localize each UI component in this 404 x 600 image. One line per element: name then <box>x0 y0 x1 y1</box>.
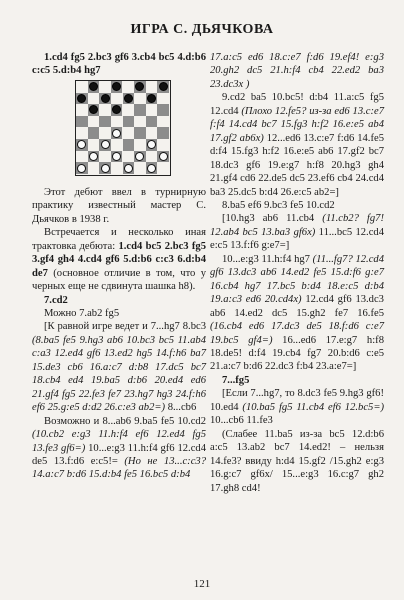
board-square <box>146 104 158 116</box>
board-square <box>157 116 169 128</box>
right-column <box>210 51 384 495</box>
board-square <box>88 127 100 139</box>
board-square <box>88 139 100 151</box>
white-checker <box>159 152 168 161</box>
board-square <box>123 81 135 93</box>
black-checker <box>101 94 110 103</box>
left-column <box>32 51 206 482</box>
board-square <box>134 127 146 139</box>
board-square <box>76 104 88 116</box>
board-square <box>99 151 111 163</box>
board-square <box>134 93 146 105</box>
board-square <box>76 116 88 128</box>
board-square <box>134 104 146 116</box>
black-checker <box>159 82 168 91</box>
board-square <box>88 116 100 128</box>
board-square <box>99 116 111 128</box>
board-square <box>111 116 123 128</box>
move-heading-7cd2: 7.cd2 <box>44 294 68 306</box>
variation-hg7: [К равной игре ведет и 7...hg7 8.bc3 (8.ba5 fe5 9.hg3 ab6 10.bc3 bc5 11.ab4 c:a3 12.ed4 gf6 13.ed2 hg5 14.f:h6 ba7 15.de3 cb6 16.a:c7 d:b8 17.dc5 bc7 18.cb4 ed4 19.ba5 d:b6 20.ed4 ed6 21.gf4 fg5 22.fe3 fe7 23.hg7 hg3 24.f:h6 ef6 25.g:e5 d:d2 26.c:e3 ab2=) 8...cb6 <box>32 321 206 414</box>
board-square <box>146 116 158 128</box>
board-diagram-wrap <box>32 80 206 182</box>
board-square <box>76 127 88 139</box>
board-square <box>157 162 169 174</box>
board-square <box>134 162 146 174</box>
intro-paragraph: Этот дебют ввел в турнирную практику известный мастер С. Дьячков в 1938 г. <box>32 186 206 225</box>
checkers-board <box>75 80 171 176</box>
white-checker <box>147 164 156 173</box>
alt-treatment-paragraph: Встречается и несколько иная трактовка дебюта: 1.cd4 bc5 2.bc3 fg5 3.gf4 gh4 4.cd4 gf6 5.d:b6 c:c3 6.d:b4 de7 (основное отличие в том, что у черных еще не сдвинута шашка h8). <box>32 227 206 293</box>
move-heading-7fg5: 7...fg5 <box>222 374 250 386</box>
board-square <box>134 116 146 128</box>
variation-cd2: 9.cd2 ba5 10.bc5! d:b4 11.a:c5 fg5 12.cd4 (Плохо 12.fe5? из-за ed6 13.c:e7 f:f4 14.cd4 bc7 15.fg3 h:f2 16.e:e5 ab4 17.gf2 ab6x) 12...ed6 13.c:e7 f:d6 14.fe5 d:f4 15.fg3 h:f2 16.e:e5 ab6 17.gf2 bc7 18.dc3 gf6 19.e:g7 h:f8 20.hg3 gh4 21.gf4 cd6 22.de5 dc5 23.ef6 cb4 24.cd4 ba3 25.dc5 b:d4 26.e:c5 ab2=] <box>210 92 384 198</box>
board-square <box>123 151 135 163</box>
continued-variation: 17.a:c5 ed6 18.c:e7 f:d6 19.ef4! e:g3 20.gh2 dc5 21.h:f4 cb4 22.ed2 ba3 23.dc3x ) <box>210 52 384 90</box>
black-checker <box>124 94 133 103</box>
main-line-ba5: 8.ba5 ef6 9.bc3 fe5 10.cd2 <box>222 199 335 211</box>
page-number: 121 <box>193 578 211 590</box>
board-square <box>146 151 158 163</box>
board-square <box>146 81 158 93</box>
board-square <box>146 127 158 139</box>
black-checker <box>147 94 156 103</box>
white-checker <box>89 152 98 161</box>
board-square <box>157 139 169 151</box>
board-square <box>123 139 135 151</box>
variation-if-hg7: [Если 7...hg7, то 8.dc3 fe5 9.hg3 gf6! 10.ed4 (10.ba5 fg5 11.cb4 ef6 12.bc5=) 10...cb6 11.fe3 <box>210 388 385 427</box>
white-checker <box>112 129 121 138</box>
board-square <box>157 104 169 116</box>
board-square <box>134 139 146 151</box>
board-square <box>111 93 123 105</box>
variation-ab6: Возможно и 8...ab6 9.ba5 fe5 10.cd2 (10.cb2 e:g3 11.h:f4 ef6 12.ed4 fg5 13.fe3 gf6=) 10...e:g3 11.h:f4 gf6 12.cd4 de5 13.f:d6 e:c5!= (Но не 13...c:c3? 14.a:c7 b:d6 15.d:b4 fe5 16.bc5 d:b4 <box>32 415 207 481</box>
board-square <box>99 127 111 139</box>
board-square <box>99 104 111 116</box>
board-square <box>88 93 100 105</box>
white-checker <box>77 164 86 173</box>
variation-eg3: 10...e:g3 11.h:f4 hg7 (11...fg7? 12.cd4 gf6 13.dc3 ab6 14.ed2 fe5 15.d:f6 g:e7 16.cb4 hg7 17.bc5 b:d4 18.e:c5 d:b4 19.a:c3 ed6 20.cd4x) 12.cd4 gf6 13.dc3 ab6 14.ed2 dc5 15.gh2 fe7 16.fe5 (16.cb4 ed6 17.dc3 de5 18.f:d6 c:e7 19.bc5 gf4=) 16...ed6 17.e:g7 h:f8 18.de5! d:f4 19.cb4 fg7 20.b:d6 c:e5 21.a:c7 b:d6 22.dc3 f:b4 23.a:e7=] <box>210 253 384 373</box>
opening-moves: 1.cd4 fg5 2.bc3 gf6 3.cb4 bc5 4.d:b6 c:c5 5.d:b4 hg7 <box>32 52 206 77</box>
white-checker <box>124 164 133 173</box>
white-checker <box>101 140 110 149</box>
board-square <box>123 116 135 128</box>
board-square <box>157 127 169 139</box>
board-square <box>111 162 123 174</box>
white-checker <box>101 164 110 173</box>
board-square <box>157 93 169 105</box>
page-title: ИГРА С. ДЬЯЧКОВА <box>130 22 274 37</box>
board-square <box>76 81 88 93</box>
board-square <box>123 127 135 139</box>
board-square <box>76 151 88 163</box>
board-square <box>123 104 135 116</box>
board-square <box>111 139 123 151</box>
board-square <box>88 162 100 174</box>
paragraph-ab2: Можно 7.ab2 fg5 <box>44 307 120 319</box>
weaker-line: (Слабее 11.ba5 из-за bc5 12.d:b6 a:c5 13.ab2 bc7 14.ed2! – нельзя 14.fe3? ввиду h:d4 15.gf2 /15.gh2 e:g3 16.g:c7 gf6x/ 15...e:g3 16.c:g7 gh2 17.gh8 cd4! <box>210 428 384 494</box>
variation-hg3: [10.hg3 ab6 11.cb4 (11.cb2? fg7! 12.ab4 bc5 13.ba3 gf6x) 11...bc5 12.cd4 e:c5 13.f:f6 g:e7=] <box>210 213 385 252</box>
board-square <box>99 81 111 93</box>
